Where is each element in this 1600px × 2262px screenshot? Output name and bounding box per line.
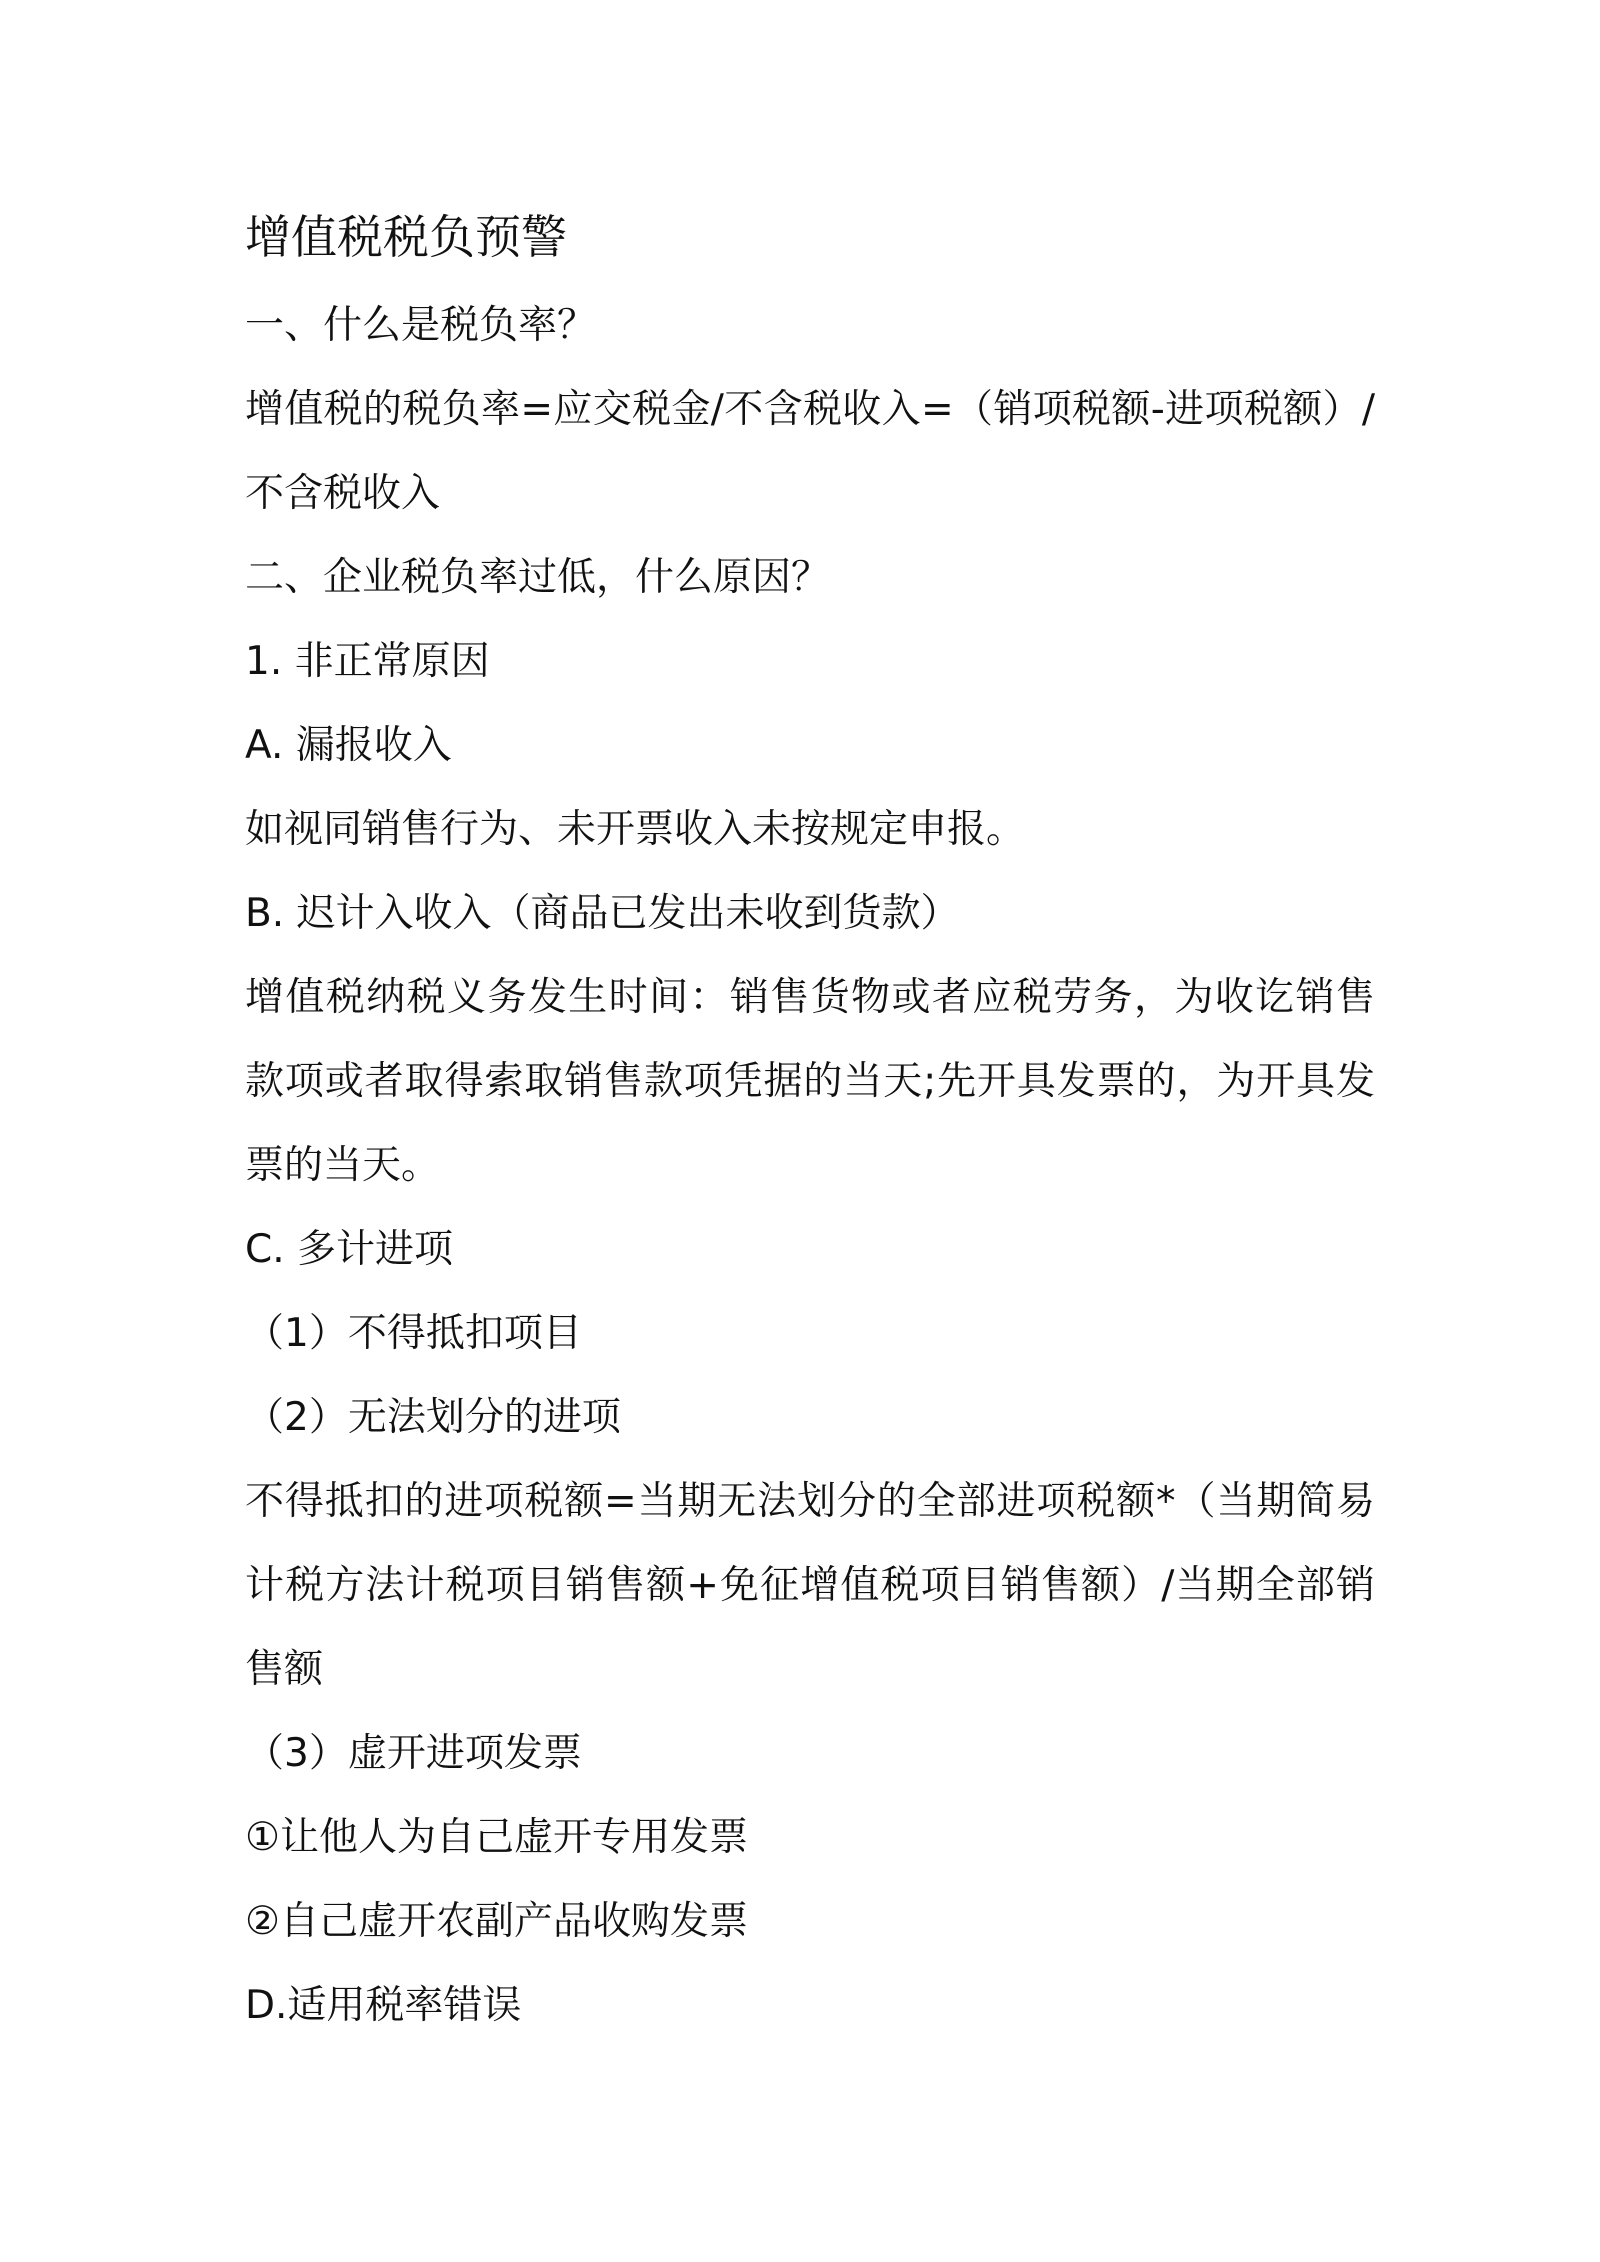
subheading-abnormal-reasons: 1. 非正常原因 bbox=[245, 639, 490, 684]
section-heading-what-is-tax-burden-rate: 一、什么是税负率？ bbox=[245, 303, 597, 348]
paragraph-tax-burden-formula: 增值税的税负率=应交税金/不含税收入=（销项税额-进项税额）/不含税收入 bbox=[245, 387, 1375, 516]
subitem-3-false-input-invoices: （3）虚开进项发票 bbox=[245, 1731, 582, 1776]
item-a-unreported-income: A. 漏报收入 bbox=[245, 723, 452, 768]
list-item-circled-2: ②自己虚开农副产品收购发票 bbox=[245, 1899, 748, 1944]
item-d-wrong-tax-rate: D.适用税率错误 bbox=[245, 1983, 522, 2028]
section-heading-low-tax-burden-reasons: 二、企业税负率过低，什么原因？ bbox=[245, 555, 831, 600]
subitem-2-undividable-input: （2）无法划分的进项 bbox=[245, 1395, 621, 1440]
subitem-1-non-deductible: （1）不得抵扣项目 bbox=[245, 1311, 582, 1356]
document-title: 增值税税负预警 bbox=[245, 210, 567, 264]
item-c-excess-input-tax: C. 多计进项 bbox=[245, 1227, 454, 1272]
item-b-delayed-income: B. 迟计入收入（商品已发出未收到货款） bbox=[245, 891, 960, 936]
paragraph-tax-obligation-time: 增值税纳税义务发生时间：销售货物或者应税劳务，为收讫销售款项或者取得索取销售款项凭据的当天;先开具发票的，为开具发票的当天。 bbox=[245, 975, 1375, 1188]
paragraph-deemed-sales: 如视同销售行为、未开票收入未按规定申报。 bbox=[245, 807, 1026, 852]
list-item-circled-1: ①让他人为自己虚开专用发票 bbox=[245, 1815, 748, 1860]
paragraph-non-deductible-formula: 不得抵扣的进项税额=当期无法划分的全部进项税额*（当期简易计税方法计税项目销售额+免征增值税项目销售额）/当期全部销售额 bbox=[245, 1479, 1375, 1692]
document-page bbox=[245, 200, 1375, 2048]
